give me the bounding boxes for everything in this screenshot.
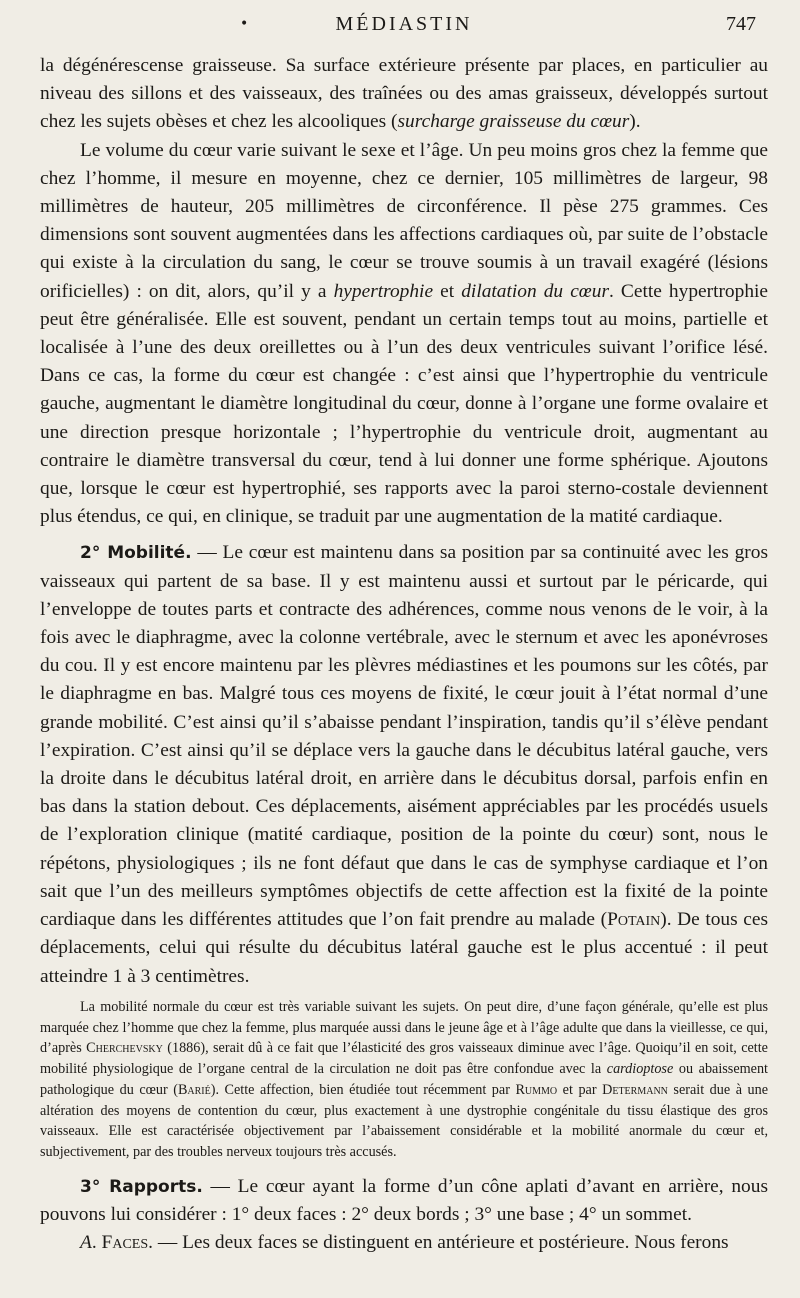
- paragraph-text: — Les deux faces se distinguent en antérieure et postérieure. Nous ferons: [152, 1232, 729, 1254]
- running-title: MÉDIASTIN: [335, 13, 473, 35]
- italic-term: surcharge graisseuse du cœur: [397, 111, 630, 133]
- paragraph-text: et: [433, 280, 462, 302]
- paragraph-text: Le volume du cœur varie suivant le sexe et l’âge. Un peu moins gros chez la femme que chez l’homme, il mesure en moyenne, chez ce dernier, 105 millimètres de largeur, 98 millimètres de hauteur, 205 millimètres de circonférence. Il pèse 275 grammes. Ces dimensions sont souvent augmentées dans les affections cardiaques où, par suite de l’obstacle qui existe à la circulation du sang, le cœur se trouve soumis à un travail exagéré (lésions orificielles) : on dit, alors, qu’il y a: [40, 139, 768, 302]
- paragraph-text: . Cette hypertrophie peut être généralisée. Elle est souvent, pendant un certain temps tout au moins, partielle et localisée à l’une des deux oreillettes ou à l’un des deux ventricules suivant l’orifice lésé. Dans ce cas, la forme du cœur est changée : c’est ainsi que l’hypertrophie du ventricule gauche, augmentant le diamètre longitudinal du cœur, donne à l’organe une forme ovalaire et une direction presque horizontale ; l’hypertrophie du ventricule droit, augmentant au contraire le diamètre transversal du cœur, tend à lui donner une forme sphérique. Ajoutons que, lorsque le cœur est hypertrophié, ses rapports avec la paroi sterno-costale deviennent plus étendus, ce qui, en clinique, se traduit par une augmentation de la matité cardiaque.: [40, 280, 769, 528]
- note-text: ou abaissement pathologique du cœur (: [40, 1061, 768, 1098]
- author-name: Rummo: [515, 1081, 558, 1098]
- note-text: ). Cette affection, bien étudiée tout récemment par: [210, 1081, 516, 1098]
- header-bullet: •: [240, 16, 249, 32]
- paragraph-text: la dégénérescense graisseuse. Sa surface extérieure présente par places, en particulier au niveau des sillons et des vaisseaux, des traînées ou des amas graisseux, développés surtout chez les sujets obèses et chez les alcooliques (: [40, 55, 768, 133]
- page-body: [40, 52, 768, 1258]
- paragraph-text: ).: [629, 111, 641, 133]
- paragraph-fat-surface: [40, 52, 768, 137]
- section-heading: 2° Mobilité.: [80, 543, 192, 564]
- paragraph-text: — Le cœur ayant la forme d’un cône aplati d’avant en arrière, nous pouvons lui considérer : 1° deux faces : 2° deux bords ; 3° une base ; 4° un sommet.: [40, 1176, 768, 1226]
- section-mobility: [40, 539, 768, 990]
- section-heading: 3° Rapports.: [80, 1177, 203, 1198]
- note-text: et par: [557, 1081, 603, 1098]
- page-number: 747: [726, 13, 756, 35]
- page-header: [52, 10, 756, 38]
- italic-term: dilatation du cœur: [461, 280, 609, 302]
- subsection-letter: A: [80, 1232, 92, 1254]
- subsection-faces: [40, 1229, 768, 1257]
- paragraph-text: — Le cœur est maintenu dans sa position par sa continuité avec les gros vaisseaux qui partent de sa base. Il y est maintenu aussi et surtout par le péricarde, qui l’enveloppe de toutes parts et contracte des adhérences, comme nous venons de le voir, à la fois avec le diaphragme, avec la colonne vertébrale, avec le sternum et avec les aponévroses du cou. Il y est encore maintenu par les plèvres médiastines et les poumons sur les côtés, par le diaphragme en bas. Malgré tous ces moyens de fixité, le cœur jouit à l’état normal d’une grande mobilité. C’est ainsi qu’il s’abaisse pendant l’inspiration, tandis qu’il s’élève pendant l’expiration. C’est ainsi qu’il se déplace vers la gauche dans le décubitus latéral gauche, vers la droite dans le décubitus latéral droit, en arrière dans le décubitus dorsal, parfois enfin en bas dans la station debout. Ces déplacements, aisément appréciables par les procédés usuels de l’exploration clinique (matité cardiaque, position de la pointe du cœur) sont, nous le répétons, physiologiques ; ils ne font défaut que dans le cas de symphyse cardiaque et l’on sait que l’un des meilleurs symptômes objectifs de cette affection est la fixité de la pointe cardiaque dans les différentes attitudes que l’on fait prendre au malade (: [40, 542, 769, 931]
- author-name: Potain: [607, 909, 661, 931]
- note-text: serait due à une altération des moyens de contention du cœur, plus exactement à une dystrophie congénitale du tissu élastique des gros vaisseaux. Elle est caractérisée objectivement par l’abaissement considérable et la mobilité anormale du cœur et, subjectivement, par des troubles nerveux toujours très accusés.: [40, 1081, 768, 1161]
- author-name: Determann: [602, 1081, 668, 1098]
- note-text: La mobilité normale du cœur est très variable suivant les sujets. On peut dire, d’une façon générale, qu’elle est plus marquée chez l’homme que chez la femme, plus marquée aussi dans le jeune âge et à l’âge adulte que dans la vieillesse, ce qui, d’après: [40, 998, 768, 1057]
- italic-term: hypertrophie: [333, 280, 434, 302]
- author-name: Cherchevsky: [86, 1040, 163, 1057]
- author-name: Barié: [177, 1081, 211, 1098]
- note-text: (1886), serait dû à ce fait que l’élasticité des gros vaisseaux diminue avec l’âge. Quoiqu’il en soit, cette mobilité physiologique de l’organe central de la circulation ne doit pas être confondue avec la: [40, 1040, 768, 1078]
- italic-term: cardioptose: [606, 1061, 674, 1078]
- subsection-heading: . Faces.: [91, 1232, 153, 1254]
- section-relations: [40, 1173, 768, 1229]
- footnote-mobility: [40, 997, 768, 1163]
- paragraph-heart-volume: [40, 137, 768, 532]
- paragraph-text: ). De tous ces déplacements, celui qui résulte du décubitus latéral gauche est le plus accentué : il peut atteindre 1 à 3 centimètres.: [40, 909, 769, 987]
